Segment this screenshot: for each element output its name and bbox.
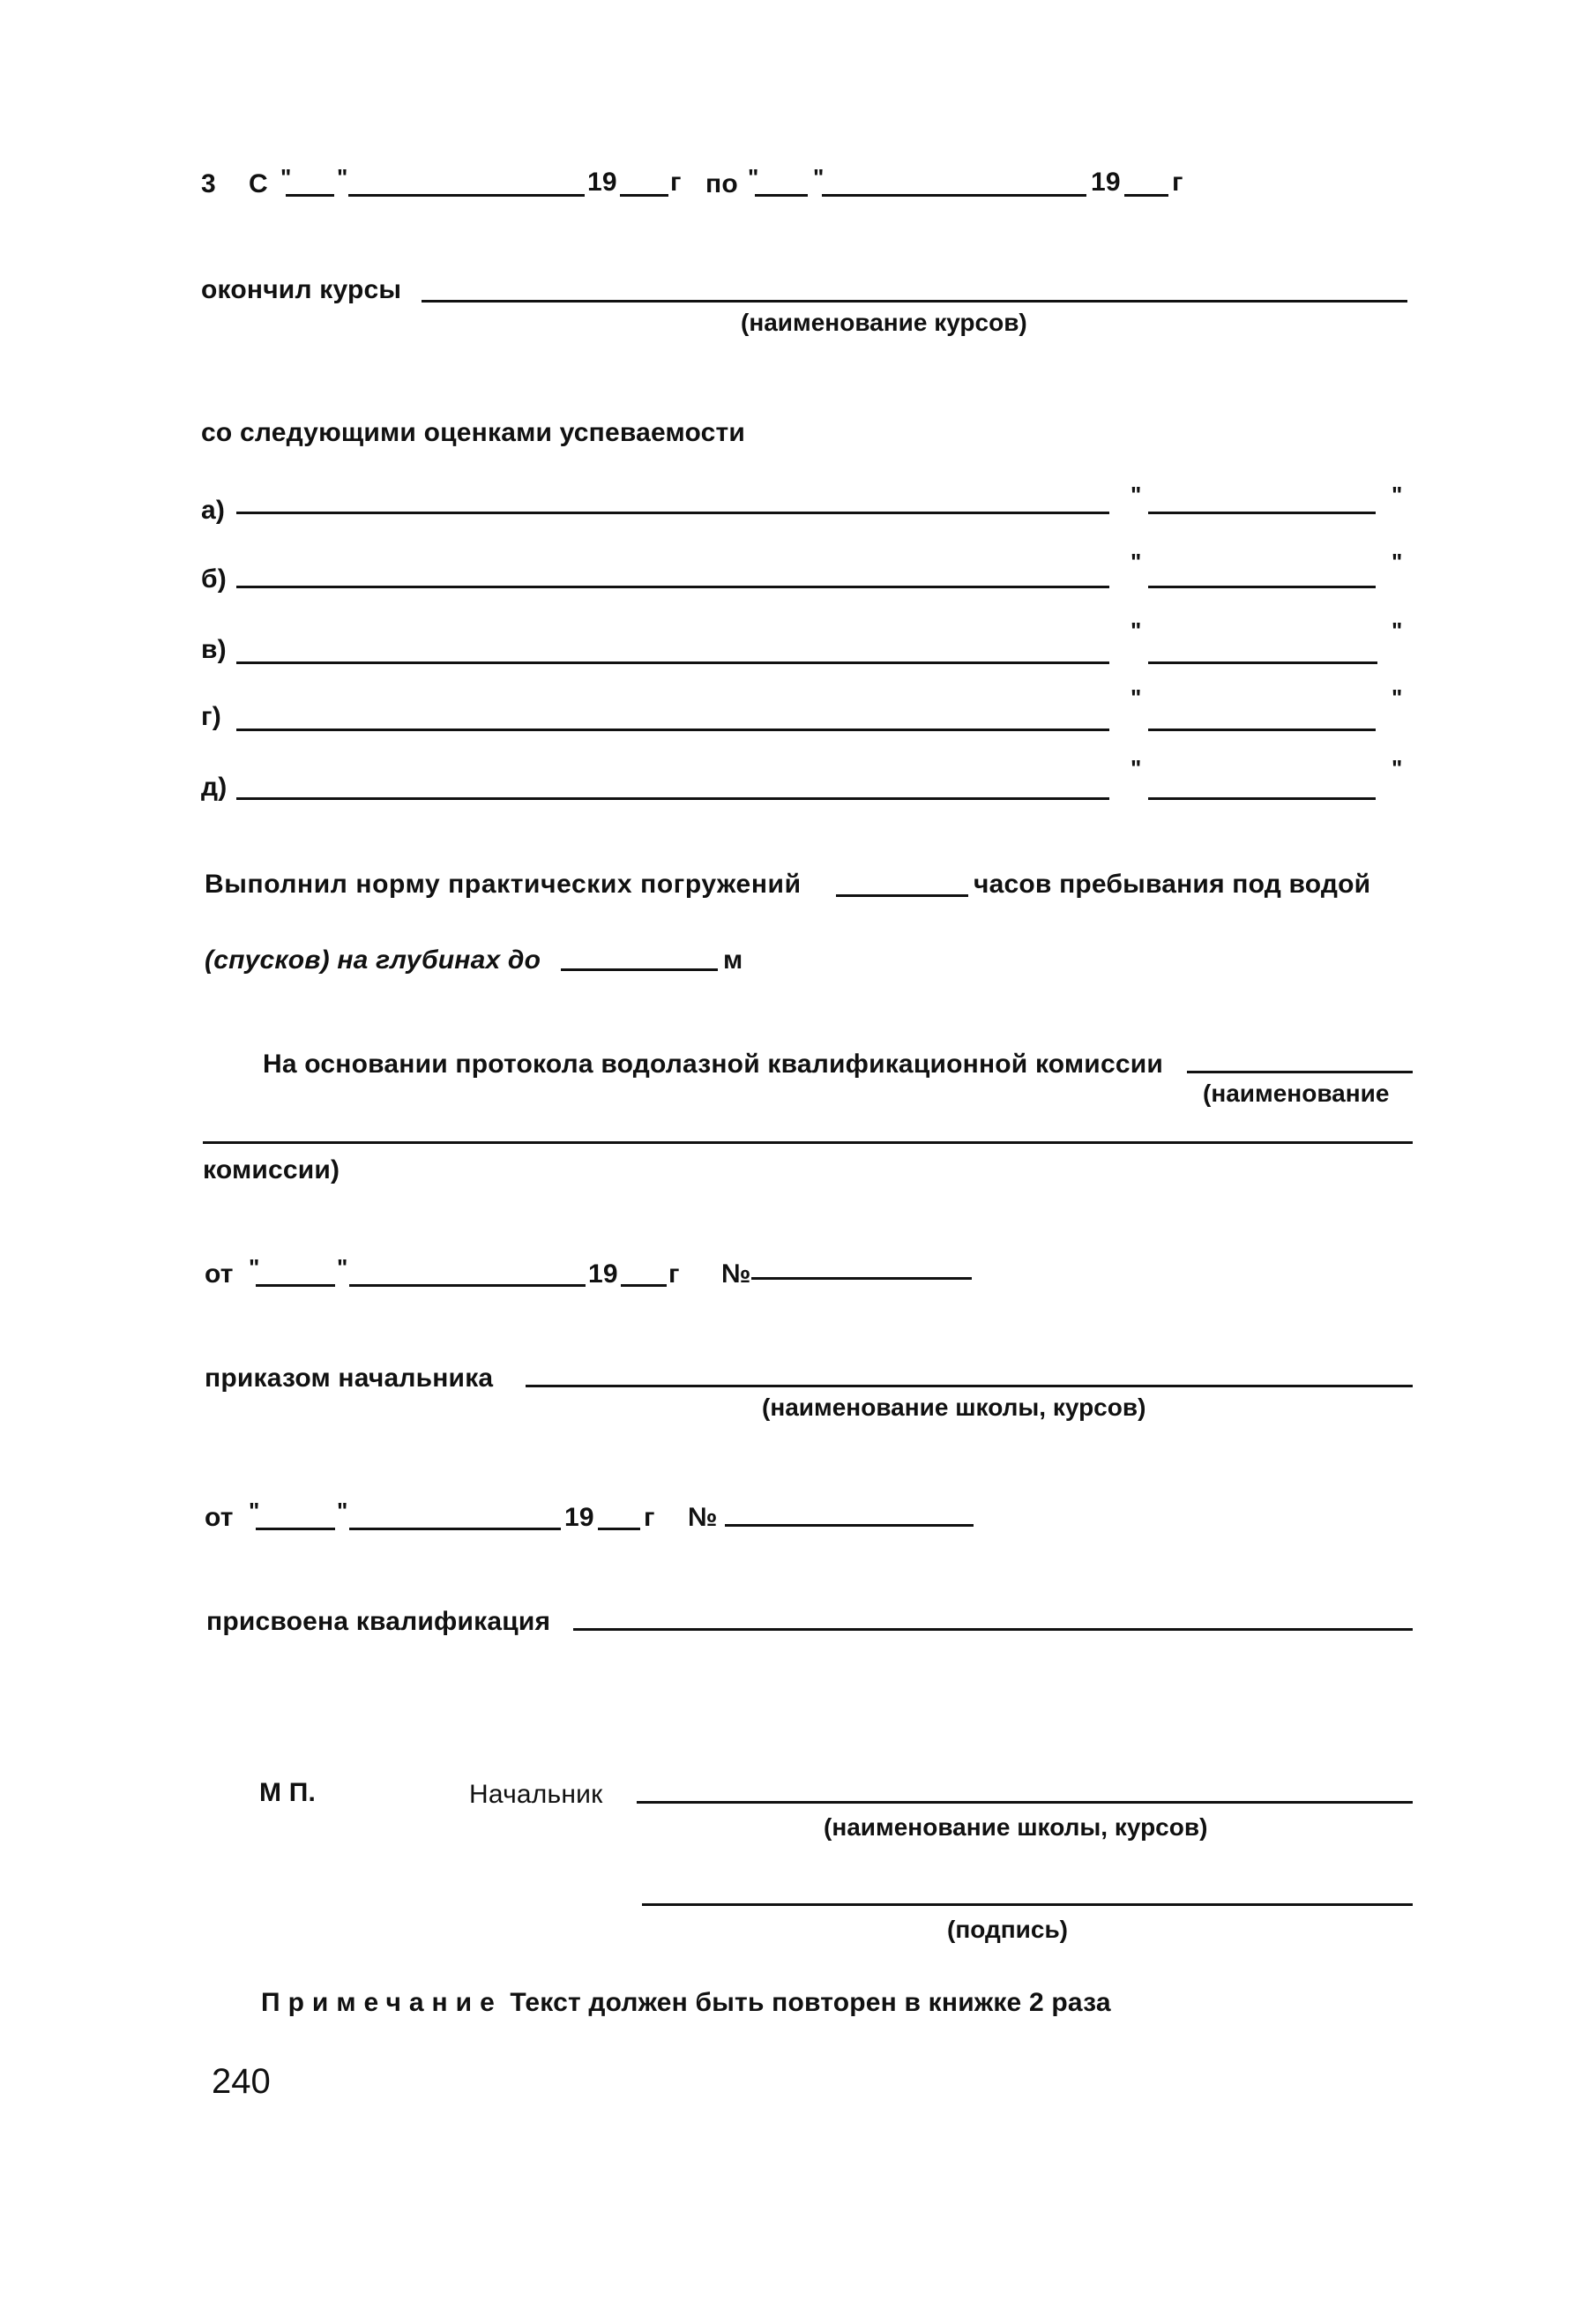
date2-day-field[interactable] [256,1528,335,1530]
open-quote: " [1131,755,1142,781]
open-quote: " [1131,482,1142,508]
depth-text: (спусков) на глубинах до [205,945,541,975]
note-title: Примечание [261,1988,503,2017]
month-field-1[interactable] [348,194,585,197]
open-quote: " [1131,684,1142,711]
open-quote: " [249,1254,260,1281]
open-quote: " [1131,617,1142,644]
grade-field[interactable] [1148,729,1376,731]
chief-label: Начальник [469,1780,603,1809]
close-quote: " [1392,482,1403,508]
year-suffix: г [668,1259,680,1289]
subject-field[interactable] [236,661,1109,664]
course-caption: (наименование курсов) [741,309,1027,336]
month-field-2[interactable] [822,194,1086,197]
hours-field[interactable] [836,894,968,897]
date1-year-field[interactable] [621,1284,667,1287]
date2-year-field[interactable] [598,1528,640,1530]
year-suffix: г [644,1503,655,1532]
year-prefix: 19 [587,168,617,197]
commission-field-1[interactable] [1187,1071,1413,1073]
close-quote: " [337,1254,348,1281]
open-quote: " [249,1498,260,1524]
grade-letter: а) [201,496,226,525]
note-text: Текст должен быть повторен в книжке 2 раза [510,1988,1111,2017]
grade-field[interactable] [1148,797,1376,800]
commission-text: На основании протокола водолазной квалификационной комиссии [263,1050,1164,1079]
year-field-2[interactable] [1124,194,1168,197]
date2-from: от [205,1503,234,1532]
from-label: С [249,169,268,198]
chief-school-caption: (наименование школы, курсов) [824,1813,1208,1841]
qualification-label: присвоена квалификация [206,1607,551,1636]
course-field[interactable] [422,300,1407,303]
close-quote: " [813,164,825,191]
grade-letter: г) [201,702,221,731]
qualification-field[interactable] [573,1628,1413,1631]
subject-field[interactable] [236,729,1109,731]
number-sign: № [721,1259,751,1289]
close-quote: " [1392,684,1403,711]
day-field-1[interactable] [286,194,334,197]
day-field-2[interactable] [755,194,808,197]
order-caption: (наименование школы, курсов) [762,1394,1146,1421]
date2-number-field[interactable] [725,1524,974,1527]
date1-month-field[interactable] [349,1284,586,1287]
date1-from: от [205,1259,234,1289]
year-prefix: 19 [1091,168,1121,197]
close-quote: " [337,1498,348,1524]
course-label: окончил курсы [201,275,402,304]
depth-field[interactable] [561,968,718,971]
year-prefix: 19 [588,1259,618,1289]
signature-caption: (подпись) [947,1916,1068,1943]
close-quote: " [1392,617,1403,644]
commission-caption-a: (наименование [1203,1080,1390,1107]
number-sign: № [688,1503,718,1532]
year-suffix: г [1172,168,1183,197]
grade-letter: д) [201,773,228,802]
grade-field[interactable] [1148,661,1377,664]
item-number: 3 [201,169,216,198]
year-field-1[interactable] [620,194,668,197]
open-quote: " [748,164,759,191]
date2-month-field[interactable] [349,1528,561,1530]
close-quote: " [1392,755,1403,781]
practice-text-cont: часов пребывания под водой [974,870,1371,899]
to-label: по [705,169,738,198]
order-field[interactable] [526,1385,1413,1387]
grade-field[interactable] [1148,512,1376,514]
date1-number-field[interactable] [751,1277,972,1280]
note [261,1988,1111,2018]
open-quote: " [280,164,292,191]
commission-caption-b: комиссии) [203,1155,340,1184]
close-quote: " [337,164,348,191]
grade-letter: б) [201,564,227,594]
grades-intro: со следующими оценками успеваемости [201,418,746,447]
close-quote: " [1392,549,1403,575]
stamp-place: М П. [259,1778,317,1807]
date1-day-field[interactable] [256,1284,335,1287]
subject-field[interactable] [236,586,1109,588]
open-quote: " [1131,549,1142,575]
order-label: приказом начальника [205,1364,494,1393]
practice-text: Выполнил норму практических погружений [205,870,802,899]
chief-school-field[interactable] [637,1801,1413,1804]
year-prefix: 19 [564,1503,594,1532]
grade-letter: в) [201,635,227,664]
grade-field[interactable] [1148,586,1376,588]
signature-field[interactable] [642,1903,1413,1906]
subject-field[interactable] [236,512,1109,514]
commission-field-2[interactable] [203,1141,1413,1144]
subject-field[interactable] [236,797,1109,800]
year-suffix: г [670,168,682,197]
page-number: 240 [212,2062,271,2101]
depth-unit: м [723,945,743,975]
